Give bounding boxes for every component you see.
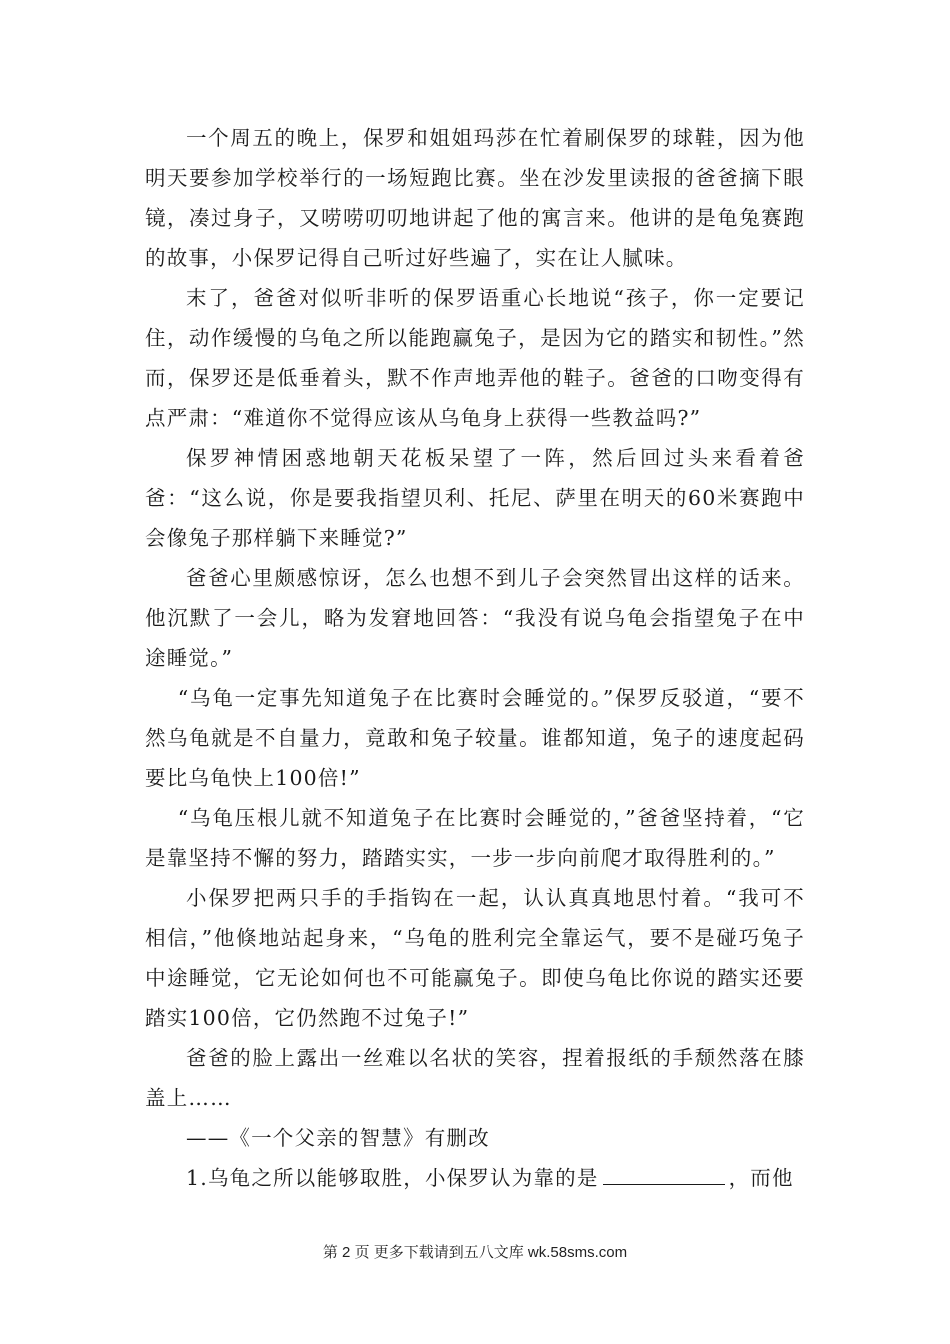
question-1-prompt: 1.乌龟之所以能够取胜，小保罗认为靠的是 [186, 1166, 599, 1190]
paragraph-6: “乌龟压根儿就不知道兔子在比赛时会睡觉的，”爸爸坚持着，“它是靠坚持不懈的努力，踏踏实实，一步一步向前爬才取得胜利的。” [145, 806, 805, 870]
story-body [145, 118, 805, 1198]
paragraph-5: “乌龟一定事先知道兔子在比赛时会睡觉的。”保罗反驳道，“要不然乌龟就是不自量力，竟敢和兔子较量。谁都知道，兔子的速度起码要比乌龟快上100倍!” [145, 686, 805, 790]
paragraph-4: 爸爸心里颇感惊讶，怎么也想不到儿子会突然冒出这样的话来。他沉默了一会儿，略为发窘地回答：“我没有说乌龟会指望兔子在中途睡觉。” [145, 566, 805, 670]
paragraph-8: 爸爸的脸上露出一丝难以名状的笑容，捏着报纸的手颓然落在膝盖上…… [145, 1046, 805, 1110]
source-attribution: ——《一个父亲的智慧》有删改 [186, 1126, 490, 1150]
paragraph-2: 末了，爸爸对似听非听的保罗语重心长地说“孩子，你一定要记住，动作缓慢的乌龟之所以能跑赢兔子，是因为它的踏实和韧性。”然而，保罗还是低垂着头，默不作声地弄他的鞋子。爸爸的口吻变得有点严肃：“难道你不觉得应该从乌龟身上获得一些教益吗?” [145, 286, 805, 430]
paragraph-3: 保罗神情困惑地朝天花板呆望了一阵，然后回过头来看着爸爸：“这么说，你是要我指望贝利、托尼、萨里在明天的60米赛跑中会像兔子那样躺下来睡觉?” [145, 446, 805, 550]
question-1-continuation: ，而他 [728, 1166, 794, 1190]
question-1 [145, 1158, 805, 1198]
answer-blank[interactable] [603, 1162, 725, 1185]
paragraph-1: 一个周五的晚上，保罗和姐姐玛莎在忙着刷保罗的球鞋，因为他明天要参加学校举行的一场短跑比赛。坐在沙发里读报的爸爸摘下眼镜，凑过身子，又唠唠叨叨地讲起了他的寓言来。他讲的是龟兔赛跑的故事，小保罗记得自己听过好些遍了，实在让人腻味。 [145, 126, 805, 270]
page-footer: 第 2 页 更多下载请到五八文库 wk.58sms.com [322, 1244, 628, 1261]
paragraph-7: 小保罗把两只手的手指钩在一起，认认真真地思忖着。“我可不相信，”他倏地站起身来，“乌龟的胜利完全靠运气，要不是碰巧兔子中途睡觉，它无论如何也不可能赢兔子。即使乌龟比你说的踏实还要踏实100倍，它仍然跑不过兔子!” [145, 886, 805, 1030]
